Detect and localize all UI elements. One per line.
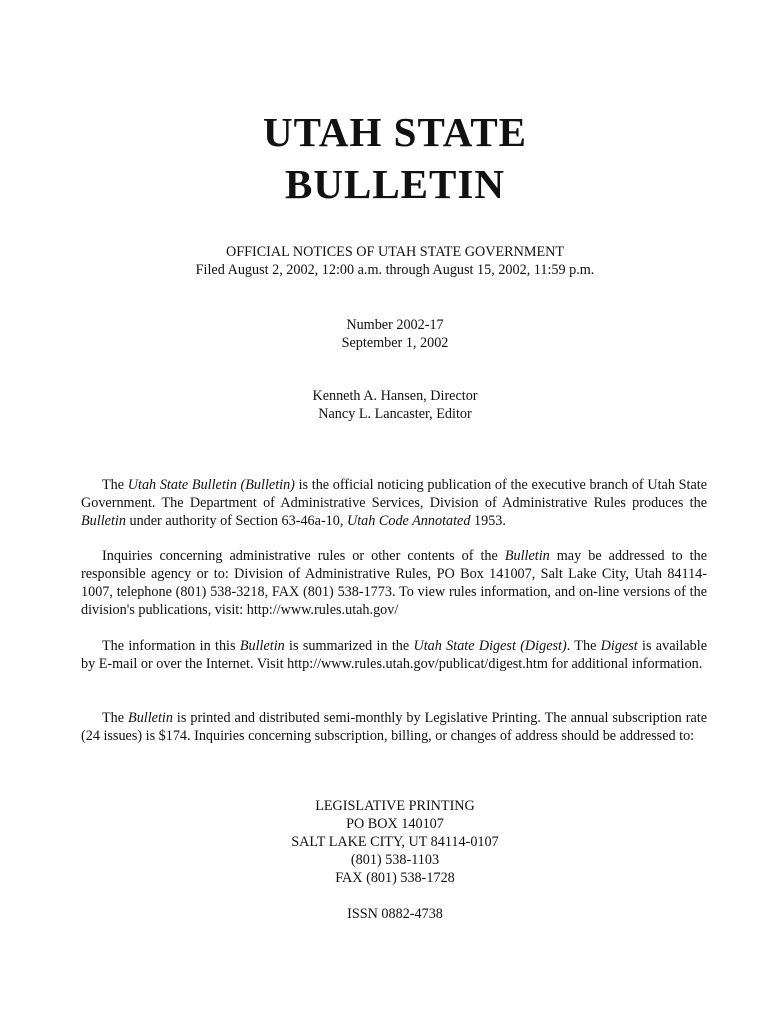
- paragraph-bulletin-intro: The Utah State Bulletin (Bulletin) is the official noticing publication of the executive branch of Utah State Government. The Department of Administrative Services, Division of Administrative Rules produces the Bulletin under authority of Section 63-46a-10, Utah Code Annotated 1953.: [81, 477, 708, 529]
- issue-number: Number 2002-17: [346, 317, 444, 333]
- paragraph-inquiries: Inquiries concerning administrative rules or other contents of the Bulletin may be addressed to the responsible agency or to: Division of Administrative Rules, PO Box 141007, Salt Lake City, Utah 84114-1007, telephone (801) 538-3218, FAX (801) 538-1773. To view rules information, and on-line versions of the division's publications, visit: http://www.rules.utah.gov/: [81, 548, 707, 618]
- subtitle-filed-dates: Filed August 2, 2002, 12:00 a.m. through August 15, 2002, 11:59 p.m.: [195, 262, 595, 278]
- address-line-2: PO BOX 140107: [346, 816, 444, 832]
- title-line-2: BULLETIN: [285, 161, 505, 207]
- address-line-1: LEGISLATIVE PRINTING: [315, 798, 475, 814]
- address-line-3: SALT LAKE CITY, UT 84114-0107: [291, 834, 499, 850]
- address-fax: FAX (801) 538-1728: [335, 870, 455, 886]
- issue-date: September 1, 2002: [341, 335, 449, 351]
- paragraph-digest: The information in this Bulletin is summarized in the Utah State Digest (Digest). The Digest is available by E-mail or over the Internet. Visit http://www.rules.utah.gov/publicat/digest.htm for additional information.: [81, 638, 708, 672]
- editor-line: Nancy L. Lancaster, Editor: [318, 406, 472, 422]
- issn-number: ISSN 0882-4738: [347, 906, 443, 922]
- subtitle-official-notices: OFFICIAL NOTICES OF UTAH STATE GOVERNMENT: [225, 244, 565, 260]
- paragraph-subscription: The Bulletin is printed and distributed semi-monthly by Legislative Printing. The annual subscription rate (24 issues) is $174. Inquiries concerning subscription, billing, or changes of address should be addressed to:: [81, 710, 707, 744]
- director-line: Kenneth A. Hansen, Director: [312, 388, 478, 404]
- address-phone: (801) 538-1103: [350, 852, 440, 868]
- title-line-1: UTAH STATE: [262, 109, 528, 155]
